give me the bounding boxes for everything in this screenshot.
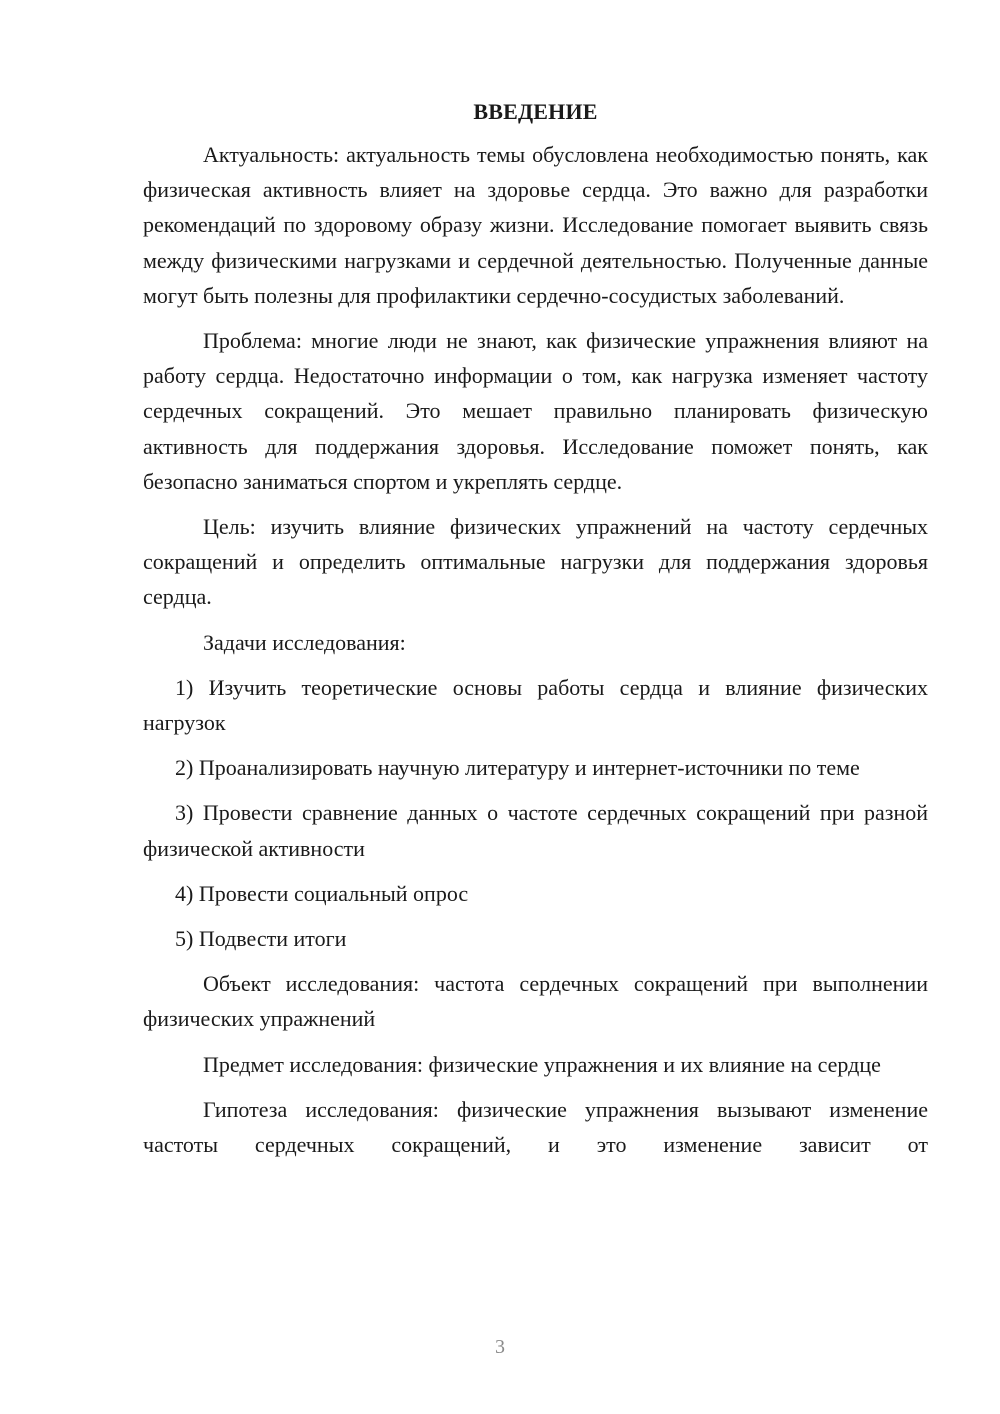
subject-paragraph: Предмет исследования: физические упражнения и их влияние на сердце [203, 1051, 881, 1077]
task-item-3: 3) Провести сравнение данных о частоте сердечных сокращений при разной физической активности [143, 800, 928, 861]
task-item-4: 4) Провести социальный опрос [175, 880, 469, 906]
goal-paragraph: Цель: изучить влияние физических упражнений на частоту сердечных сокращений и определить оптимальные нагрузки для поддержания здоровья сердца. [143, 514, 928, 610]
task-item-2: 2) Проанализировать научную литературу и интернет-источники по теме [175, 755, 860, 781]
object-paragraph: Объект исследования: частота сердечных сокращений при выполнении физических упражнений [143, 971, 928, 1032]
task-item-5: 5) Подвести итоги [175, 926, 347, 952]
task-item-1: 1) Изучить теоретические основы работы сердца и влияние физических нагрузок [143, 674, 928, 736]
problem-paragraph: Проблема: многие люди не знают, как физические упражнения влияют на работу сердца. Недостаточно информации о том, как нагрузка изменяет частоту сердечных сокращений. Это мешает правильно планировать физическую активность для поддержания здоровья. Исследование поможет понять, как безопасно заниматься спортом и укреплять сердце. [143, 328, 928, 494]
section-title: ВВЕДЕНИЕ [473, 99, 598, 124]
relevance-paragraph: Актуальность: актуальность темы обусловлена необходимостью понять, как физическая активность влияет на здоровье сердца. Это важно для разработки рекомендаций по здоровому образу жизни. Исследование помогает выявить связь между физическими нагрузками и сердечной деятельностью. Полученные данные могут быть полезны для профилактики сердечно-сосудистых заболеваний. [143, 142, 928, 308]
tasks-heading: Задачи исследования: [203, 629, 406, 655]
page-number: 3 [495, 1336, 505, 1358]
document-body [143, 94, 928, 1162]
hypothesis-paragraph: Гипотеза исследования: физические упражнения вызывают изменение частоты сердечных сокращений, и это изменение зависит от [143, 1096, 928, 1158]
